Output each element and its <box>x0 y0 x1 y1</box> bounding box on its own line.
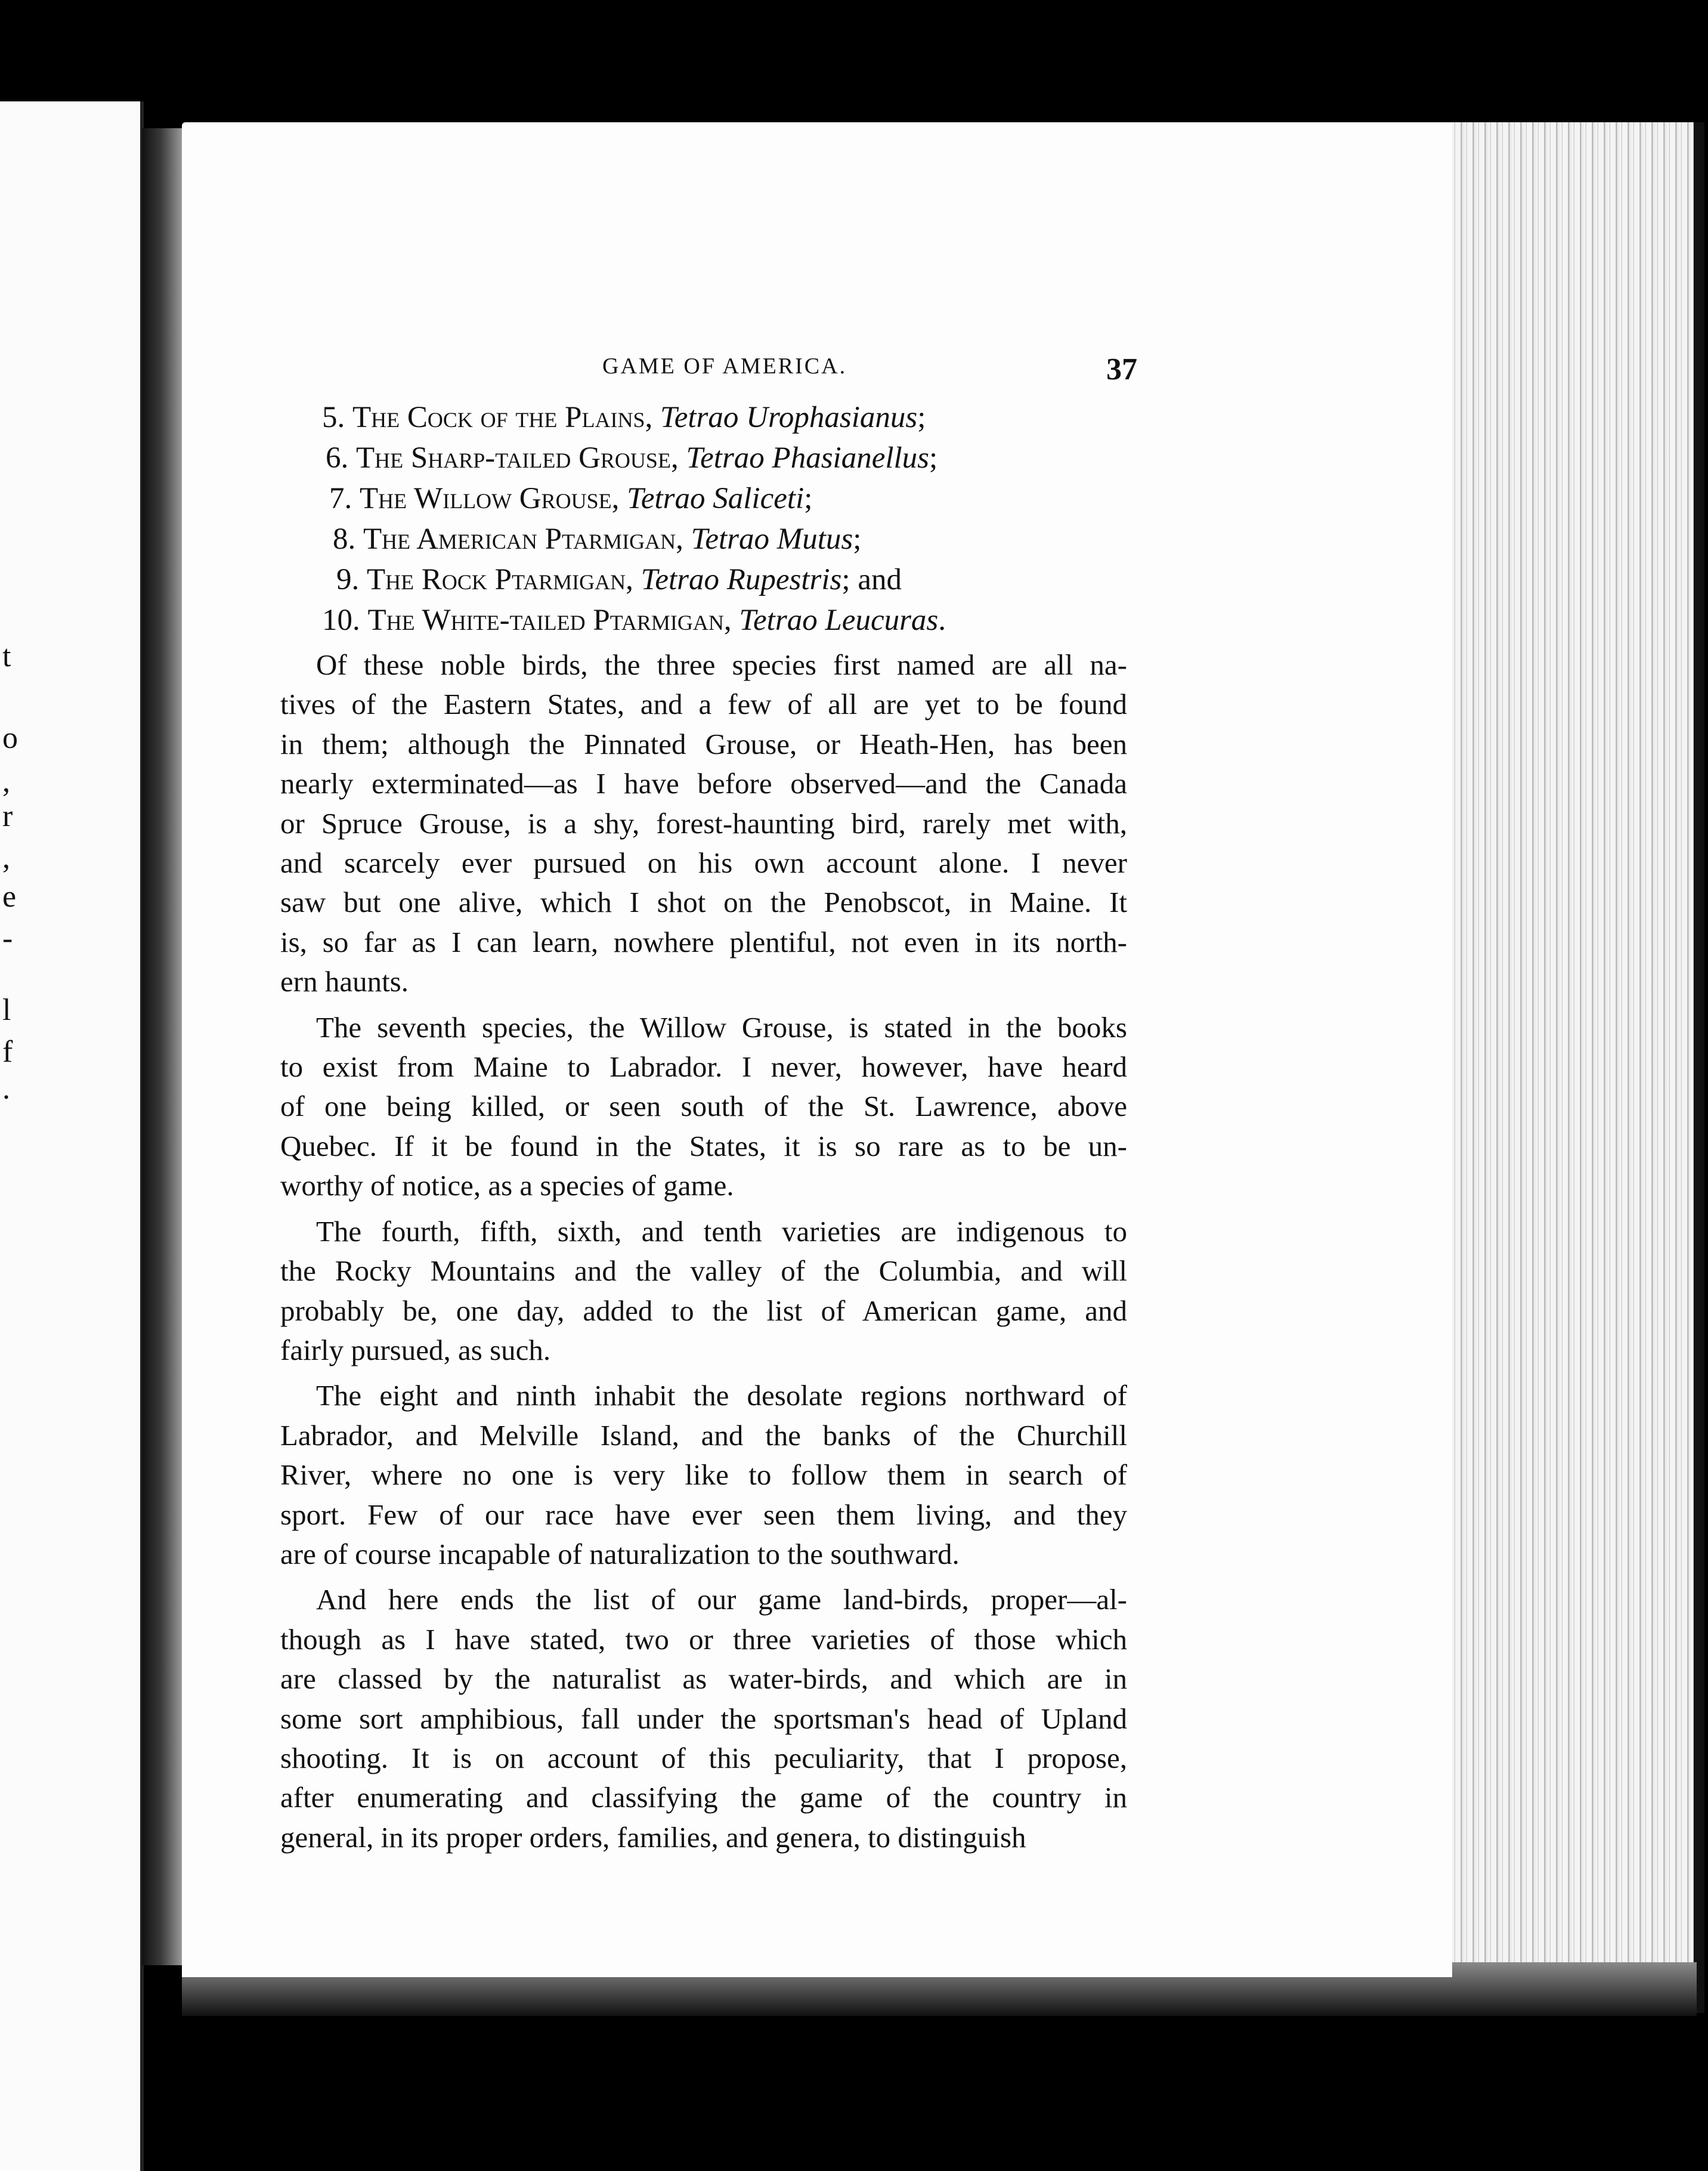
species-punctuation: . <box>938 604 946 637</box>
text-line: worthy of notice, as a species of game. <box>280 1169 734 1202</box>
text-line: River, where no one is very like to follow them in search of <box>280 1458 1127 1492</box>
text-line: the Rocky Mountains and the valley of the Columbia, and will <box>280 1254 1127 1288</box>
text-line: shooting. It is on account of this peculiarity, that I propose, <box>280 1741 1127 1774</box>
text-line: The seventh species, the Willow Grouse, is stated in the books <box>316 1010 1127 1044</box>
text-line: The fourth, fifth, sixth, and tenth varieties are indigenous to <box>316 1214 1127 1248</box>
left-fragment: f <box>2 1035 13 1069</box>
book-fore-edge <box>1419 122 1704 2013</box>
text-line: saw but one alive, which I shot on the Penobscot, in Maine. It <box>280 886 1127 919</box>
text-line: though as I have stated, two or three varieties of those which <box>280 1622 1127 1656</box>
text-line: is, so far as I can learn, nowhere plentiful, not even in its north- <box>280 925 1127 958</box>
text-line: general, in its proper orders, families, and genera, to distinguish <box>280 1820 1026 1854</box>
left-fragment: t <box>2 639 11 673</box>
paragraph <box>280 1212 1127 1371</box>
species-punctuation: ; and <box>841 563 902 596</box>
paragraph <box>280 1008 1127 1206</box>
text-line: Of these noble birds, the three species first named are all na- <box>316 648 1127 681</box>
text-line: of one being killed, or seen south of the St. Lawrence, above <box>280 1090 1127 1123</box>
left-fragment: o <box>2 721 18 755</box>
text-line: Quebec. If it be found in the States, it is so rare as to be un- <box>280 1129 1127 1162</box>
species-item <box>322 478 946 519</box>
text-line: are classed by the naturalist as water-birds, and which are in <box>280 1662 1127 1696</box>
species-latin-name: Tetrao Mutus <box>691 522 853 556</box>
species-number: 9. <box>336 563 360 596</box>
species-common-name: The Willow Grouse, <box>360 482 620 515</box>
species-item <box>322 559 946 600</box>
text-line: in them; although the Pinnated Grouse, or Heath-Hen, has been <box>280 727 1127 760</box>
text-line: some sort amphibious, fall under the sportsman's head of Upland <box>280 1702 1127 1735</box>
species-number: 7. <box>329 482 352 515</box>
left-fragment: - <box>2 921 13 955</box>
species-number: 5. <box>322 401 345 434</box>
species-latin-name: Tetrao Leucuras <box>739 604 939 637</box>
text-line: The eight and ninth inhabit the desolate regions northward of <box>316 1379 1127 1412</box>
paragraph <box>280 1580 1127 1857</box>
paragraph <box>280 1376 1127 1574</box>
species-common-name: The American Ptarmigan, <box>363 522 683 556</box>
text-line: are of course incapable of naturalization to the southward. <box>280 1537 960 1570</box>
species-latin-name: Tetrao Saliceti <box>627 482 805 515</box>
species-list <box>322 397 946 641</box>
species-number: 6. <box>326 441 349 475</box>
species-number: 10. <box>322 604 360 637</box>
species-punctuation: ; <box>853 522 862 556</box>
body-text <box>280 645 1127 1863</box>
species-latin-name: Tetrao Rupestris <box>640 563 842 596</box>
text-line: Labrador, and Melville Island, and the banks of the Churchill <box>280 1418 1127 1452</box>
species-latin-name: Tetrao Urophasianus <box>660 401 918 434</box>
left-fragment: e <box>2 880 17 914</box>
species-common-name: The Cock of the Plains, <box>352 401 653 434</box>
left-fragment: r <box>2 799 13 833</box>
species-common-name: The Sharp-tailed Grouse, <box>356 441 679 475</box>
left-fragment: l <box>2 993 11 1027</box>
left-page-text-fragments <box>0 0 36 2171</box>
left-fragment: , <box>2 841 10 875</box>
text-line: sport. Few of our race have ever seen them living, and they <box>280 1498 1127 1531</box>
text-line: and scarcely ever pursued on his own account alone. I never <box>280 846 1127 880</box>
text-line: tives of the Eastern States, and a few of all are yet to be found <box>280 688 1127 721</box>
species-item <box>322 397 946 438</box>
paragraph <box>280 645 1127 1002</box>
species-item <box>304 600 946 641</box>
text-line: probably be, one day, added to the list of American game, and <box>280 1294 1127 1327</box>
species-common-name: The Rock Ptarmigan, <box>367 563 633 596</box>
text-line: And here ends the list of our game land-birds, proper—al- <box>316 1583 1127 1616</box>
species-latin-name: Tetrao Phasianellus <box>686 441 930 475</box>
species-number: 8. <box>333 522 356 556</box>
text-line: ern haunts. <box>280 965 409 998</box>
text-line: or Spruce Grouse, is a shy, forest-haunting bird, rarely met with, <box>280 806 1127 840</box>
page-number: 37 <box>1106 352 1137 386</box>
text-line: after enumerating and classifying the game of the country in <box>280 1781 1127 1814</box>
text-line: nearly exterminated—as I have before observed—and the Canada <box>280 767 1127 800</box>
species-item <box>322 519 946 559</box>
species-punctuation: ; <box>804 482 813 515</box>
species-punctuation: ; <box>929 441 938 475</box>
text-line: fairly pursued, as such. <box>280 1333 551 1366</box>
left-fragment: , <box>2 765 10 799</box>
left-fragment: . <box>2 1072 10 1106</box>
text-line: to exist from Maine to Labrador. I never, however, have heard <box>280 1050 1127 1084</box>
running-head: GAME OF AMERICA. <box>602 354 847 379</box>
species-punctuation: ; <box>917 401 926 434</box>
species-common-name: The White-tailed Ptarmigan, <box>367 604 732 637</box>
species-item <box>322 438 946 478</box>
